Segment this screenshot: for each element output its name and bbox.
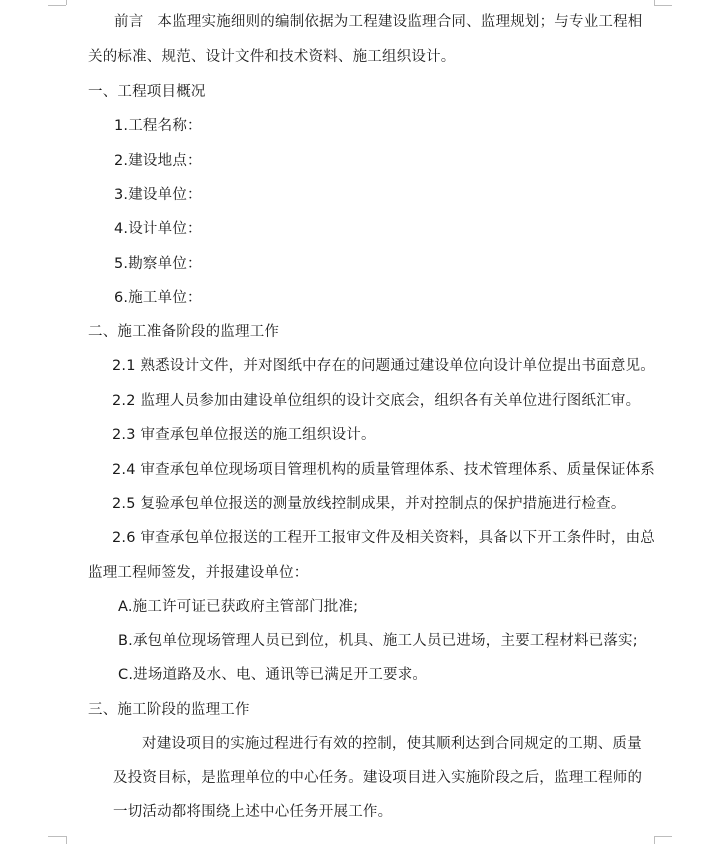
preface-text: 本监理实施细则的编制依据为工程建设监理合同、监理规划；与专业工程相 — [157, 14, 643, 30]
preface-line-2: 关的标准、规范、设计文件和技术资料、施工组织设计。 — [88, 49, 456, 65]
section-2-heading: 二、施工准备阶段的监理工作 — [88, 324, 280, 340]
item-2-2: 2.2 监理人员参加由建设单位组织的设计交底会，组织各有关单位进行图纸汇审。 — [112, 393, 641, 409]
crop-mark-top-left-h — [48, 5, 66, 6]
crop-mark-top-right-h — [654, 5, 672, 6]
contractor-unit-item: 6.施工单位： — [114, 290, 202, 306]
condition-a: A.施工许可证已获政府主管部门批准; — [118, 599, 359, 615]
survey-unit-item: 5.勘察单位： — [114, 256, 202, 272]
section-3-para-line-3: 一切活动都将围绕上述中心任务开展工作。 — [113, 804, 393, 820]
preface-label: 前言 — [114, 14, 144, 30]
condition-c: C.进场道路及水、电、通讯等已满足开工要求。 — [118, 667, 428, 683]
item-2-6-continued: 监理工程师签发，并报建设单位： — [88, 565, 309, 581]
section-3-heading: 三、施工阶段的监理工作 — [88, 702, 250, 718]
preface-line-1 — [114, 12, 643, 32]
condition-b: B.承包单位现场管理人员已到位，机具、施工人员已进场，主要工程材料已落实; — [118, 633, 638, 649]
section-3-para-line-1: 对建设项目的实施过程进行有效的控制，使其顺利达到合同规定的工期、质量 — [142, 736, 642, 752]
owner-unit-item: 3.建设单位： — [114, 187, 202, 203]
item-2-6: 2.6 审查承包单位报送的工程开工报审文件及相关资料，具备以下开工条件时，由总 — [112, 530, 655, 546]
crop-mark-bottom-right-h — [654, 836, 672, 837]
design-unit-item: 4.设计单位： — [114, 221, 202, 237]
crop-mark-bottom-left-h — [48, 836, 66, 837]
item-2-5: 2.5 复验承包单位报送的测量放线控制成果，并对控制点的保护措施进行检查。 — [112, 496, 626, 512]
item-2-3: 2.3 审查承包单位报送的施工组织设计。 — [112, 427, 376, 443]
item-2-4: 2.4 审查承包单位现场项目管理机构的质量管理体系、技术管理体系、质量保证体系 — [112, 462, 655, 478]
project-name-item: 1.工程名称： — [114, 118, 202, 134]
crop-mark-top-left — [66, 0, 67, 5]
section-1-heading: 一、工程项目概况 — [88, 84, 206, 100]
section-3-para-line-2: 及投资目标，是监理单位的中心任务。建设项目进入实施阶段之后，监理工程师的 — [113, 770, 643, 786]
item-2-1: 2.1 熟悉设计文件，并对图纸中存在的问题通过建设单位向设计单位提出书面意见。 — [112, 358, 655, 374]
construction-site-item: 2.建设地点： — [114, 153, 202, 169]
